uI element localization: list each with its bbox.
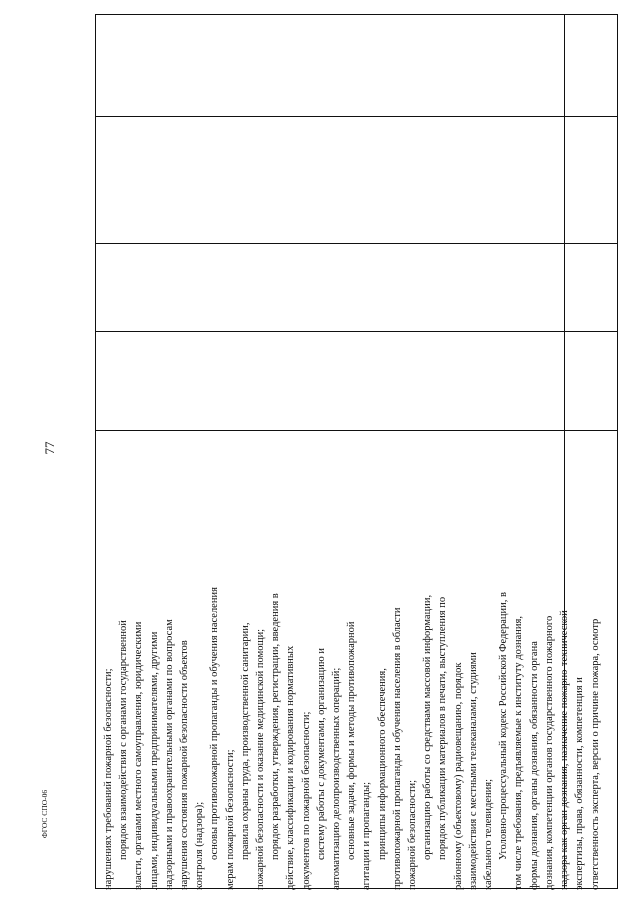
- text-line: нарушениях требований пожарной безопасности;: [103, 668, 114, 890]
- text-line: основные задачи, формы и методы противопожарной: [346, 621, 358, 860]
- text-line: порядок взаимодействия с органами государственной: [118, 620, 130, 860]
- text-line: кабельного телевидения;: [483, 779, 495, 890]
- page-number: 77: [42, 441, 57, 455]
- text-line: власти, органами местного самоуправления, юридическими: [133, 621, 145, 890]
- text-line: лицами, индивидуальными предпринимателями, другими: [148, 631, 160, 890]
- text-line: порядок разработки, утверждения, регистрации, введения в: [270, 593, 282, 860]
- text-line: надзора как орган дознания, назначение пожарно-технической: [559, 610, 571, 890]
- row-divider: [96, 430, 617, 431]
- text-line: надзорными и правоохранительными органами по вопросам: [163, 619, 175, 890]
- text-line: пожарной безопасности и оказание медицинской помощи;: [255, 628, 267, 890]
- text-line: систему работы с документами, организацию и: [315, 648, 327, 860]
- text-line: взаимодействия с местными телеканалами, студиями: [467, 652, 479, 890]
- text-line: районному (объектовому) радиовещанию, порядок: [452, 662, 464, 890]
- requirements-text: [101, 437, 601, 892]
- text-line: принципы информационного обеспечения,: [376, 668, 388, 860]
- text-line: документов по пожарной безопасности;: [300, 711, 312, 890]
- text-line: агитации и пропаганды;: [361, 782, 373, 890]
- text-line: контроля (надзора);: [194, 801, 206, 890]
- text-line: ответственность эксперта, версии о причине пожара, осмотр: [589, 618, 601, 890]
- text-line: Уголовно-процессуальный кодекс Российской Федерации, в: [498, 592, 510, 860]
- text-line: пожарной безопасности;: [407, 779, 419, 890]
- text-line: организацию работы со средствами массовой информации,: [422, 594, 434, 860]
- text-line: правила охраны труда, производственной санитарии,: [239, 622, 251, 860]
- text-line: основы противопожарной пропаганды и обучения населения: [209, 587, 221, 860]
- row-divider: [96, 116, 617, 117]
- text-line: действие, классификации и кодирования нормативных: [285, 645, 297, 890]
- row-divider: [96, 331, 617, 332]
- text-line: экспертизы, права, обязанности, компетенция и: [574, 677, 586, 890]
- text-line: противопожарной пропаганды и обучения населения в области: [391, 607, 403, 890]
- text-line: дознания, компетенции органов государственного пожарного: [543, 615, 555, 890]
- row-divider: [96, 243, 617, 244]
- text-line: том числе требования, предъявляемые к институту дознания,: [513, 616, 525, 890]
- text-line: мерам пожарной безопасности;: [224, 749, 236, 890]
- text-line: нарушения состояния пожарной безопасности объектов: [179, 640, 191, 890]
- footer-label: ФГОС СПО-06: [40, 789, 49, 839]
- text-line: автоматизацию делопроизводственных операций;: [331, 667, 343, 890]
- text-line: формы дознания, органы дознания, обязанности органа: [528, 641, 540, 890]
- text-line: порядок публикации материалов в печати, выступления по: [437, 596, 449, 860]
